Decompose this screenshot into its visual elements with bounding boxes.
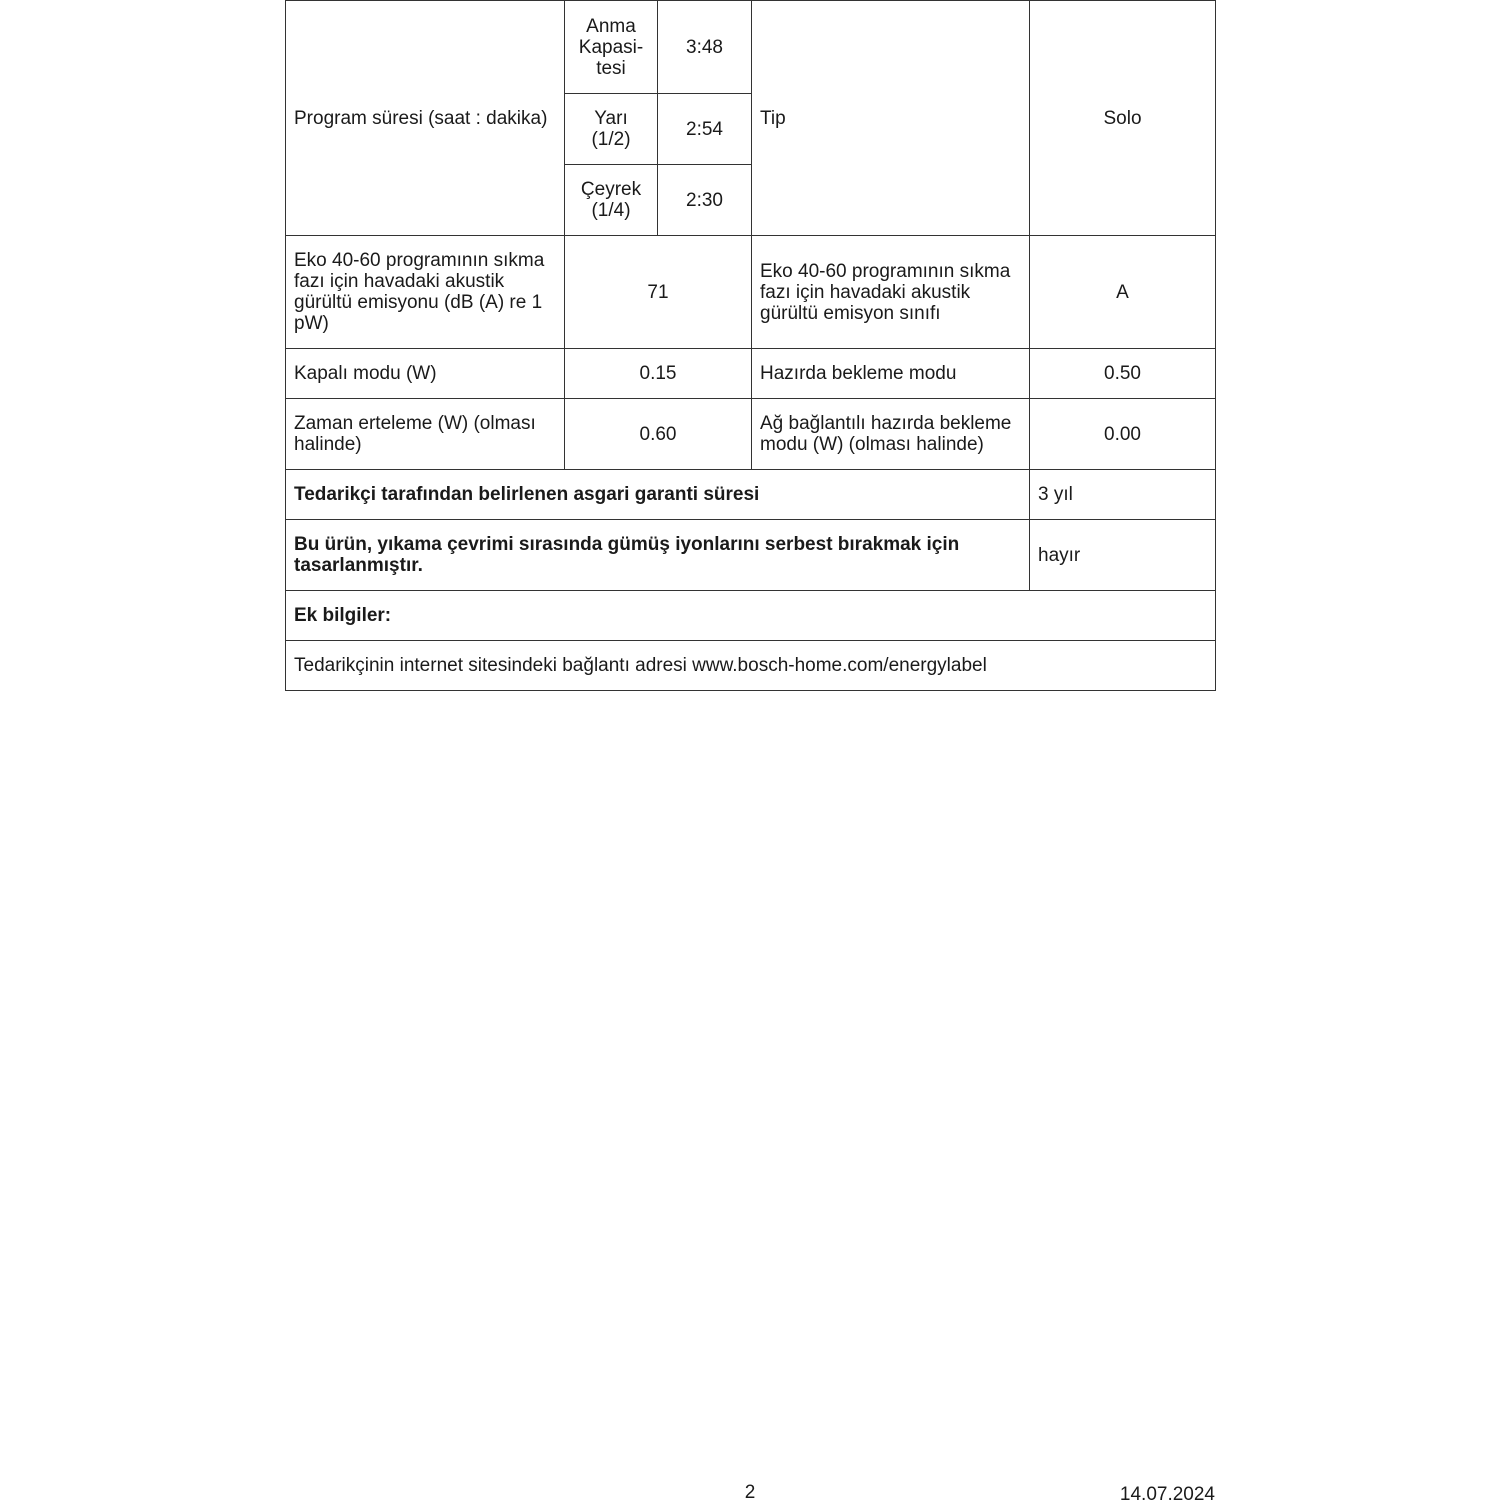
product-information-sheet: [285, 0, 1215, 691]
rated-capacity-label: Anma Kapasi- tesi: [565, 1, 658, 94]
delay-start-value: 0.60: [565, 399, 752, 470]
noise-class-value: A: [1030, 236, 1216, 349]
standby-mode-label: Hazırda bekleme modu: [752, 349, 1030, 399]
table-row: [286, 236, 1216, 349]
type-value: Solo: [1030, 1, 1216, 236]
silver-ions-label: Bu ürün, yıkama çevrimi sırasında gümüş iyonlarını serbest bırakmak için tasarlanmıştır.: [286, 520, 1030, 591]
standby-mode-value: 0.50: [1030, 349, 1216, 399]
product-data-table: [285, 0, 1216, 691]
table-row: [286, 520, 1216, 591]
off-mode-value: 0.15: [565, 349, 752, 399]
warranty-label: Tedarikçi tarafından belirlenen asgari garanti süresi: [286, 470, 1030, 520]
program-duration-label: Program süresi (saat : dakika): [286, 1, 565, 236]
additional-info-heading: Ek bilgiler:: [286, 591, 1216, 641]
table-row: [286, 641, 1216, 691]
type-label: Tip: [752, 1, 1030, 236]
half-load-label: Yarı (1/2): [565, 94, 658, 165]
noise-emission-value: 71: [565, 236, 752, 349]
table-row: [286, 1, 1216, 94]
table-row: [286, 399, 1216, 470]
network-standby-label: Ağ bağlantılı hazırda bekleme modu (W) (olması halinde): [752, 399, 1030, 470]
rated-capacity-value: 3:48: [658, 1, 752, 94]
noise-class-label: Eko 40-60 programının sıkma fazı için havadaki akustik gürültü emisyon sınıfı: [752, 236, 1030, 349]
silver-ions-value: hayır: [1030, 520, 1216, 591]
supplier-website-link[interactable]: Tedarikçinin internet sitesindeki bağlantı adresi www.bosch-home.com/energylabel: [286, 641, 1216, 691]
table-row: [286, 470, 1216, 520]
warranty-value: 3 yıl: [1030, 470, 1216, 520]
quarter-load-label: Çeyrek (1/4): [565, 165, 658, 236]
document-date: 14.07.2024: [1119, 1484, 1215, 1505]
table-row: [286, 591, 1216, 641]
delay-start-label: Zaman erteleme (W) (olması halinde): [286, 399, 565, 470]
half-load-value: 2:54: [658, 94, 752, 165]
page-number: 2: [744, 1482, 756, 1503]
network-standby-value: 0.00: [1030, 399, 1216, 470]
noise-emission-label: Eko 40-60 programının sıkma fazı için havadaki akustik gürültü emisyonu (dB (A) re 1 pW): [286, 236, 565, 349]
quarter-load-value: 2:30: [658, 165, 752, 236]
table-row: [286, 349, 1216, 399]
off-mode-label: Kapalı modu (W): [286, 349, 565, 399]
